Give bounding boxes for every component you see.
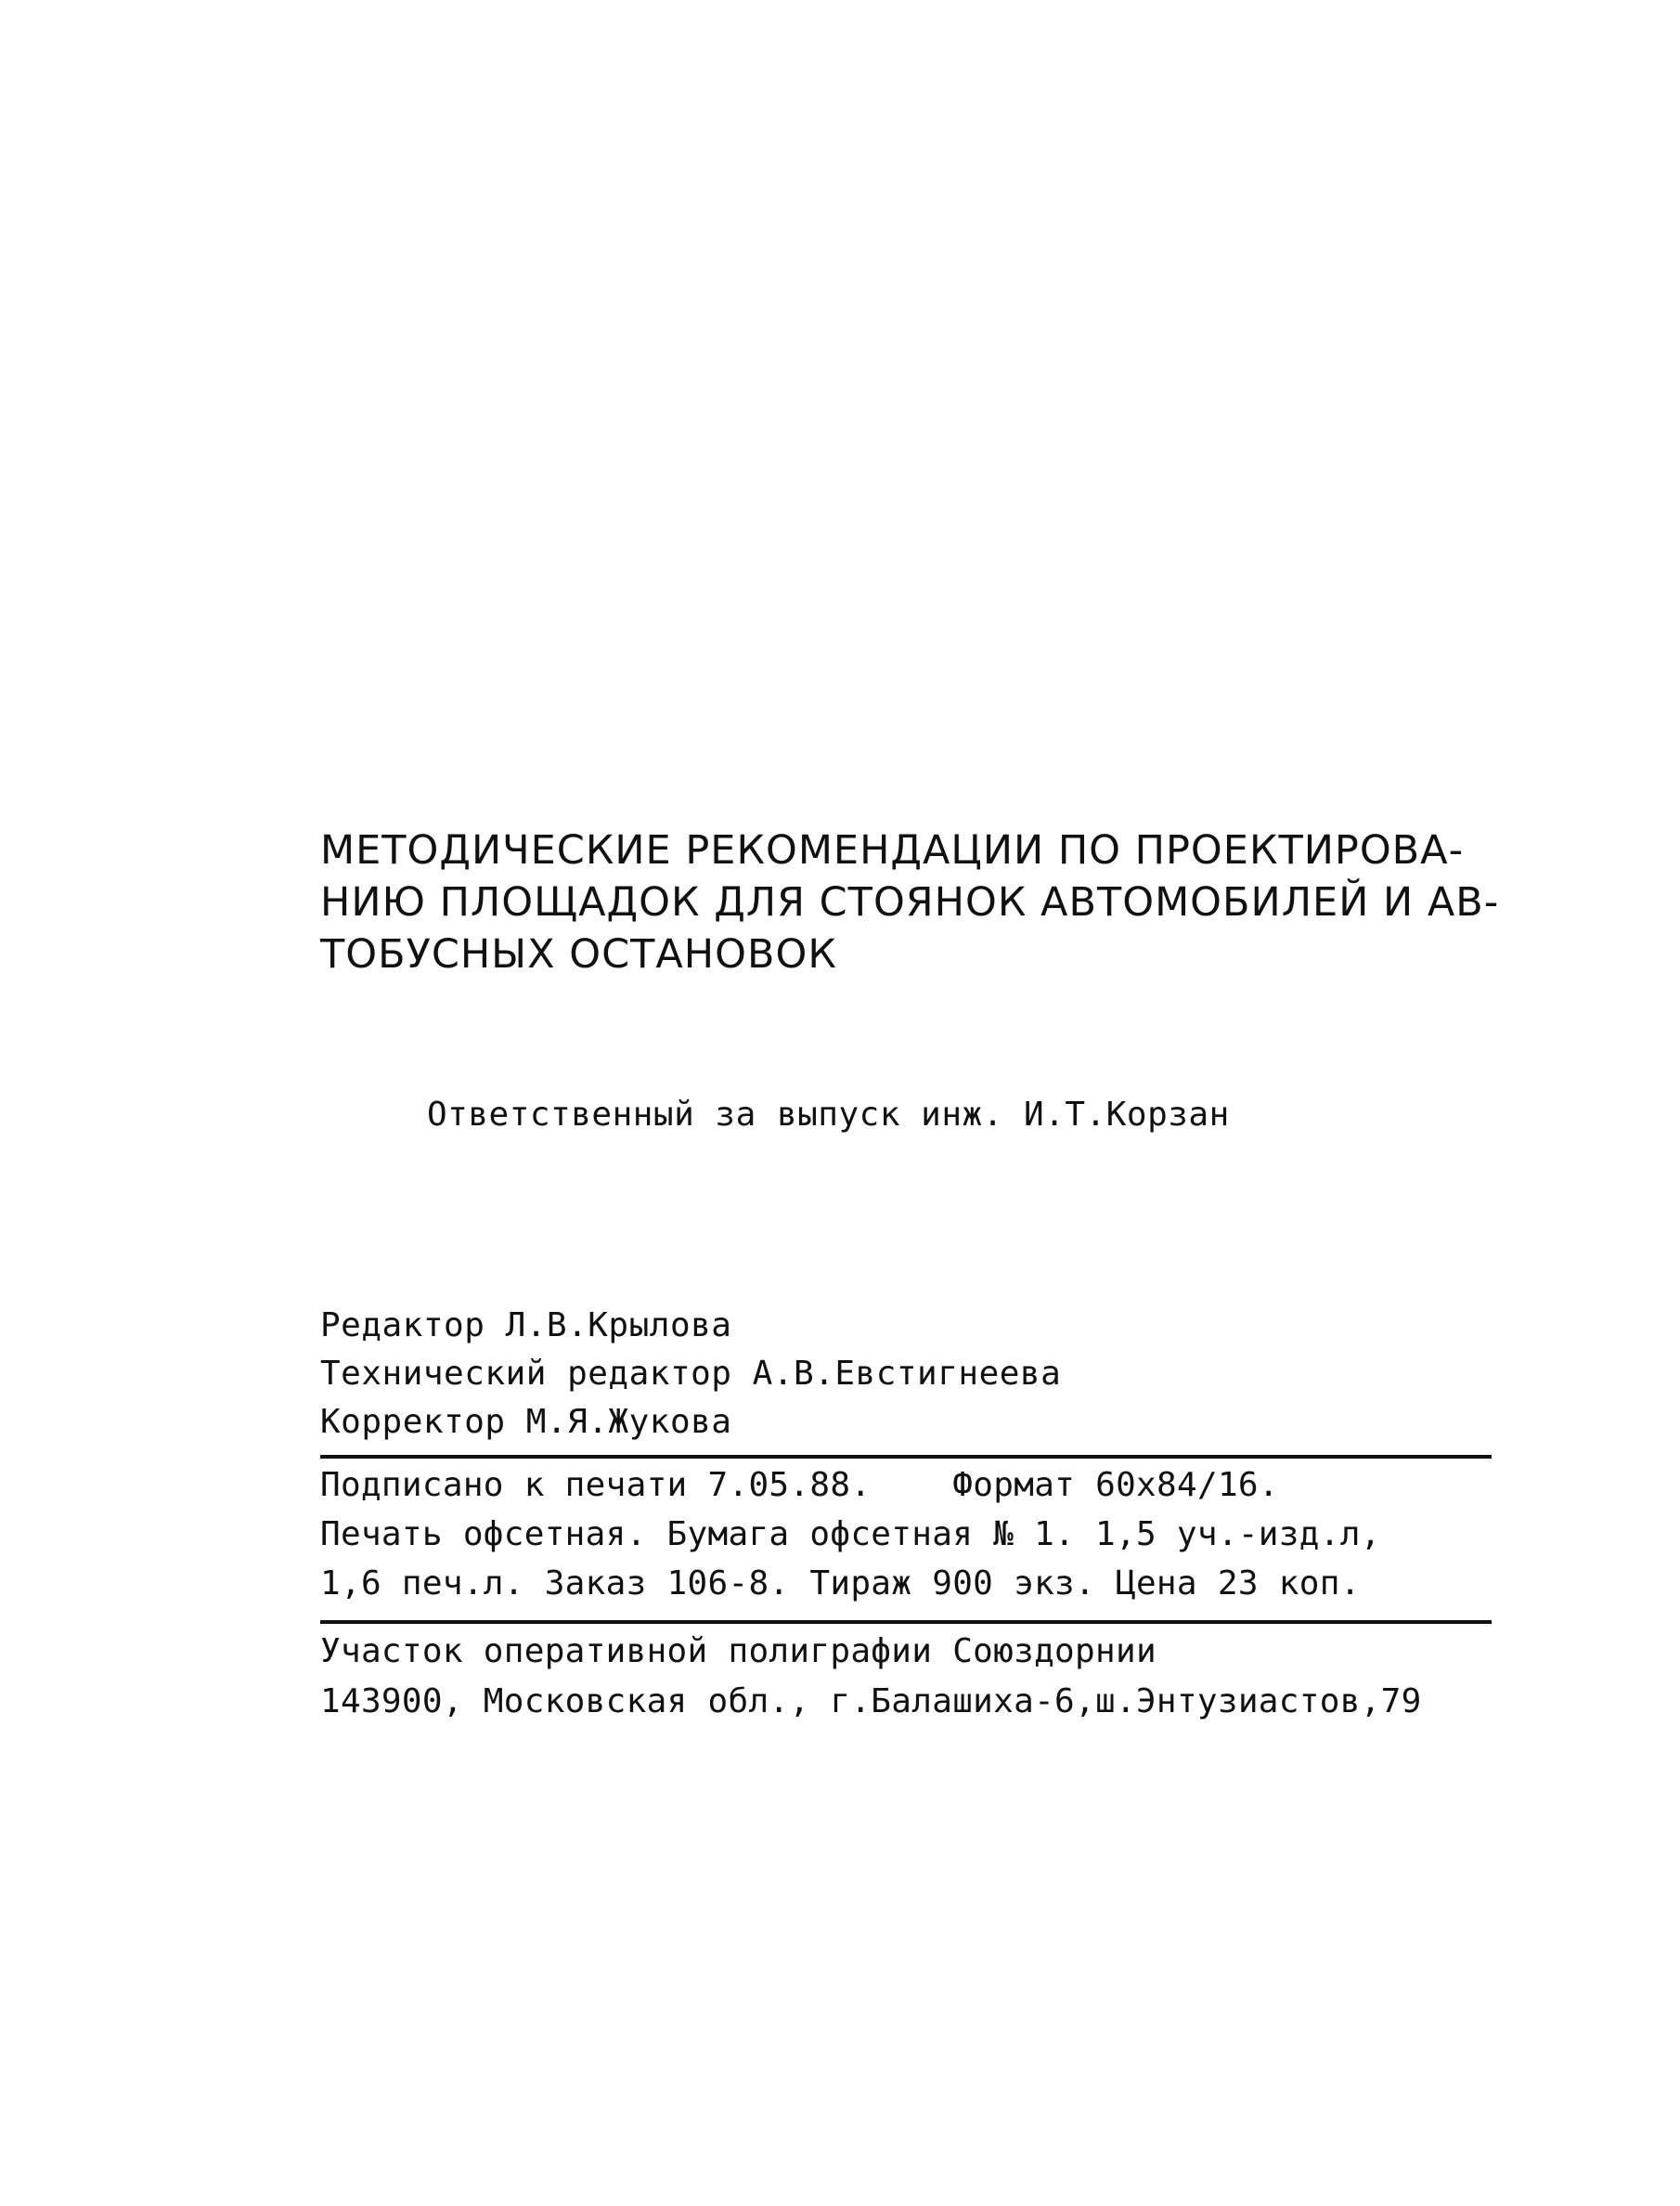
title-line-1: МЕТОДИЧЕСКИЕ РЕКОМЕНДАЦИИ ПО ПРОЕКТИРОВА- (320, 827, 1465, 874)
imprint-line-1 (320, 1460, 1381, 1510)
divider-rule-top (320, 1455, 1492, 1459)
print-imprint (320, 1460, 1381, 1608)
title-line-3: ТОБУСНЫХ ОСТАНОВОК (320, 931, 837, 978)
printer-info (320, 1627, 1422, 1727)
imprint-line-3: 1,6 печ.л. Заказ 106-8. Тираж 900 экз. Цена 23 коп. (320, 1564, 1361, 1603)
divider-rule-bottom (320, 1620, 1492, 1624)
signed-for-print: Подписано к печати 7.05.88. (320, 1466, 872, 1504)
editor-line: Редактор Л.В.Крылова (320, 1306, 732, 1344)
printer-address: 143900, Московская обл., г.Балашиха-6,ш.Энтузиастов,79 (320, 1682, 1422, 1720)
printer-name: Участок оперативной полиграфии Союздорнии (320, 1632, 1157, 1670)
imprint-line-2: Печать офсетная. Бумага офсетная № 1. 1,5 уч.-изд.л, (320, 1515, 1381, 1553)
document-title (320, 824, 1508, 980)
title-line-2: НИЮ ПЛОЩАДОК ДЛЯ СТОЯНОК АВТОМОБИЛЕЙ И АВ- (320, 879, 1500, 926)
proofreader-line: Корректор М.Я.Жукова (320, 1403, 732, 1441)
responsible-person: Ответственный за выпуск инж. И.Т.Корзан (427, 1096, 1230, 1134)
editorial-staff (320, 1302, 1061, 1447)
paper-format: Формат 60х84/16. (952, 1466, 1279, 1504)
technical-editor-line: Технический редактор А.В.Евстигнеева (320, 1355, 1062, 1393)
